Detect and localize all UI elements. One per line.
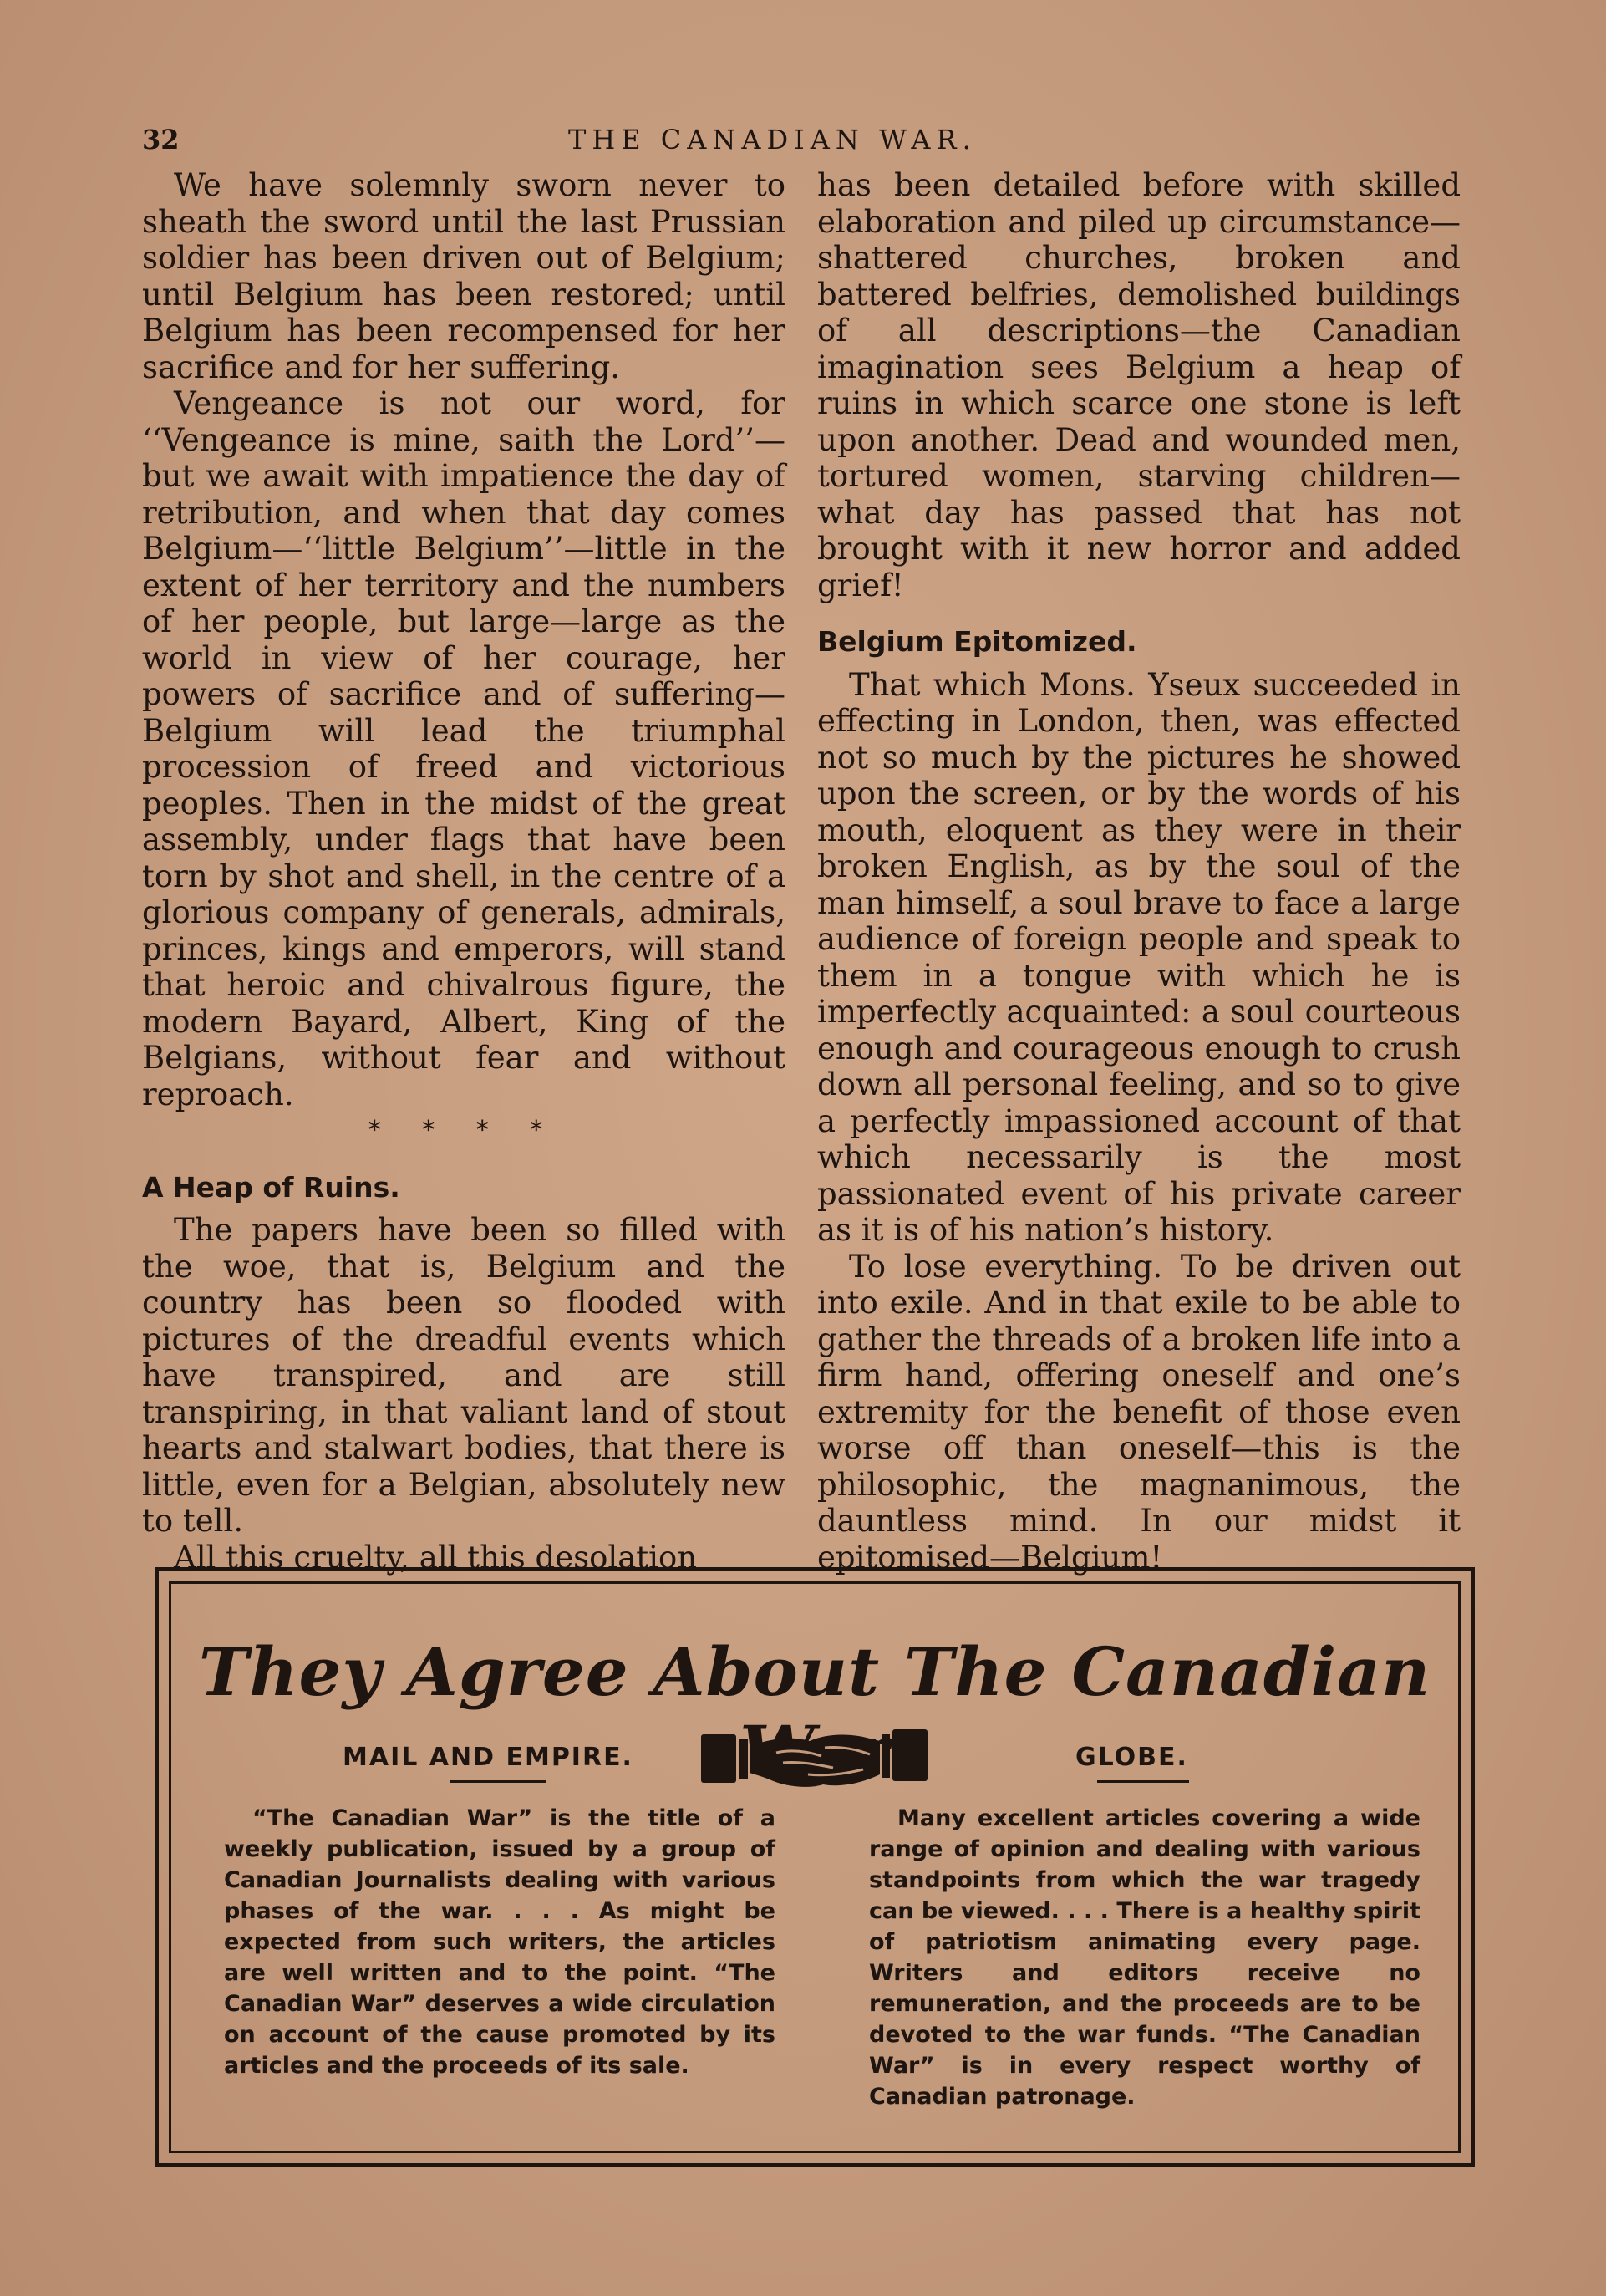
advertisement-title: They Agree About The Canadian [198, 1632, 1431, 1711]
section-heading: Belgium Epitomized. [817, 625, 1137, 658]
continued-paragraph: has been detailed before with skilled elaboration and piled up circumstance—shattered churches, broken and battered belfries, demolished buildings of all descriptions—the Canadian imagination sees Belgium a heap of ruins in which scarce one stone is left upon another. Dead and wounded men, tortured women, starving children—what day has passed that has not brought with it new horror and added grief! [817, 167, 1461, 603]
globe-quote [869, 1803, 1420, 2112]
running-header [142, 124, 1462, 162]
mail-and-empire-quote [224, 1803, 775, 2081]
section-heading: A Heap of Ruins. [142, 1170, 400, 1204]
right-column [817, 167, 1461, 1576]
globe-heading: GLOBE. [1075, 1743, 1188, 1772]
mail-and-empire-heading: MAIL AND EMPIRE. [343, 1743, 633, 1772]
quote-text: “The Canadian War” is the title of a weekly publication, issued by a group of Canadian Journalists dealing with various phases of the war. . . . As might be expected from such writers, the articles are well written and to the point. “The Canadian War” deserves a wide circulation on account of the cause promoted by its articles and the proceeds of its sale. [224, 1805, 775, 2079]
left-column [142, 167, 785, 1576]
heading-rule [450, 1780, 546, 1783]
running-title: THE CANADIAN WAR. [568, 124, 977, 155]
handshake-icon [699, 1716, 929, 1798]
paragraph: All this cruelty, all this desolation [174, 1539, 698, 1576]
advertisement-box [155, 1567, 1475, 2167]
page-number: 32 [142, 124, 180, 155]
paragraph: The papers have been so filled with the woe, that is, Belgium and the country has been so flooded with pictures of the dreadful events which have transpired, and are still transpiring, in that valiant land of stout hearts and stalwart bodies, that there is little, even for a Belgian, absolutely new to tell. [142, 1212, 785, 1539]
section-separator: * * * * [368, 1116, 560, 1145]
paragraph: Vengeance is not our word, for ‘‘Vengeance is mine, saith the Lord’’—but we await with impatience the day of retribution, and when that day comes Belgium—‘‘little Belgium’’—little in the extent of her territory and the numbers of her people, but large—large as the world in view of her courage, her powers of sacrifice and of suffering—Belgium will lead the triumphal procession of freed and victorious peoples. Then in the midst of the great assembly, under flags that have been torn by shot and shell, in the centre of a glorious company of generals, admirals, princes, kings and emperors, will stand that heroic and chivalrous figure, the modern Bayard, Albert, King of the Belgians, without fear and without reproach. [142, 385, 785, 1112]
paragraph: That which Mons. Yseux succeeded in effecting in London, then, was effected not so much by the pictures he showed upon the screen, or by the words of his mouth, eloquent as they were in their broken English, as by the soul of the man himself, a soul brave to face a large audience of foreign people and speak to them in a tongue with which he is imperfectly acquainted: a soul courteous enough and courageous enough to crush down all personal feeling, and so to give a perfectly impassioned account of that which necessarily is the most passionated event of his private career as it is of his nation’s history. [817, 666, 1461, 1248]
advertisement-inner-border [169, 1581, 1461, 2153]
paragraph: To lose everything. To be driven out into exile. And in that exile to be able to gather the threads of a broken life into a firm hand, offering oneself and one’s extremity for the benefit of those even worse off than oneself—this is the philosophic, the magnanimous, the dauntless mind. In our midst it epitomised—Belgium! [817, 1248, 1461, 1576]
paragraph: We have solemnly sworn never to sheath the sword until the last Prussian soldier has been driven out of Belgium; until Belgium has been restored; until Belgium has been recompensed for her sacrifice and for her suffering. [142, 167, 785, 385]
quote-text: Many excellent articles covering a wide range of opinion and dealing with various standpoints from which the war tragedy can be viewed. . . . There is a healthy spirit of patriotism animating every page. Writers and editors receive no remuneration, and the proceeds are to be devoted to the war funds. “The Canadian War” is in every respect worthy of Canadian patronage. [869, 1805, 1420, 2110]
heading-rule [1097, 1780, 1189, 1783]
